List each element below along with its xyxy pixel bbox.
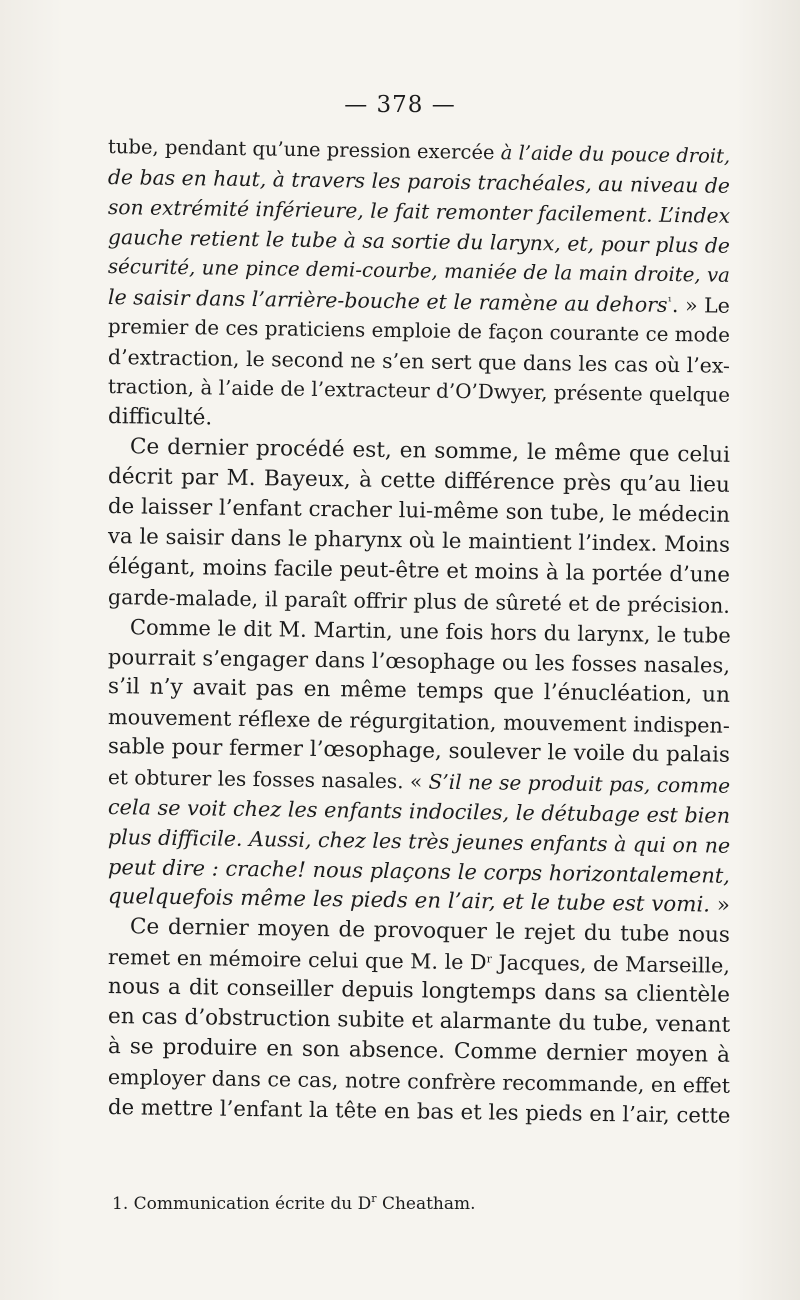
footnote-superscript: r: [371, 1192, 377, 1205]
italic-text: gauche retient le tube à sa sortie du larynx, et, pour plus de: [107, 225, 731, 258]
superscript: r: [486, 952, 492, 966]
italic-text: peut dire : crache! nous plaçons le corps horizontalement,: [107, 855, 731, 888]
roman-text: va le saisir dans le pharynx où le maintient l’index. Moins: [107, 524, 731, 558]
roman-text: pourrait s’engager dans l’œsophage ou les fosses nasales,: [107, 644, 731, 678]
roman-text: remet en mémoire celui que M. le D: [107, 945, 487, 975]
italic-text: à l’aide du pouce droit,: [500, 141, 731, 168]
roman-text: à se produire en son absence. Comme dernier moyen à: [107, 1034, 731, 1068]
roman-text: traction, à l’aide de l’extracteur d’O’Dwyer, présente quelque: [107, 375, 731, 407]
roman-text: nous a dit conseiller depuis longtemps dans sa clientèle: [107, 974, 731, 1008]
roman-text: . » Le: [671, 292, 731, 318]
footnote: [112, 1192, 712, 1216]
roman-text: d’extraction, le second ne s’en sert que dans les cas où l’ex-: [107, 345, 731, 378]
roman-text: Ce dernier procédé est, en somme, le même que celui: [129, 434, 731, 468]
roman-text: de mettre l’enfant la tête en bas et les pieds en l’air, cette: [107, 1094, 731, 1128]
italic-text: sécurité, une pince demi-courbe, maniée de la main droite, va: [107, 255, 731, 287]
footnote-number: 1.: [112, 1194, 129, 1214]
italic-text: le saisir dans l’arrière-bouche et le ramène au dehors: [107, 285, 668, 317]
italic-text: quelquefois même les pieds en l’air, et le tube est vomi.: [107, 884, 711, 918]
roman-text: élégant, moins facile peut-être et moins à la portée d’une: [107, 554, 731, 588]
body-text: [107, 132, 731, 1128]
roman-text: Comme le dit M. Martin, une fois hors du larynx, le tube: [129, 615, 731, 648]
roman-text: employer dans ce cas, notre confrère recommande, en effet: [107, 1065, 731, 1098]
roman-text: difficulté.: [107, 404, 213, 431]
roman-text: s’il n’y avait pas en même temps que l’énucléation, un: [107, 674, 731, 708]
roman-text: sable pour fermer l’œsophage, soulever le voile du palais: [107, 734, 731, 768]
roman-text: premier de ces praticiens emploie de façon courante ce mode: [107, 315, 731, 347]
footnote-text-before: Communication écrite du D: [133, 1194, 372, 1214]
roman-text: en cas d’obstruction subite et alarmante du tube, venant: [107, 1004, 731, 1038]
page-number: — 378 —: [344, 92, 456, 118]
italic-text: de bas en haut, à travers les parois trachéales, au niveau de: [107, 165, 731, 198]
roman-text: de laisser l’enfant cracher lui-même son tube, le médecin: [107, 494, 731, 528]
italic-text: plus difficile. Aussi, chez les très jeunes enfants à qui on ne: [107, 825, 731, 858]
footnote-text-after: Cheatham.: [376, 1194, 476, 1214]
superscript: ¹: [667, 294, 673, 308]
roman-text: Ce dernier moyen de provoquer le rejet du tube nous: [129, 914, 731, 948]
italic-text: S’il ne se produit pas, comme: [428, 769, 731, 798]
italic-text: son extrémité inférieure, le fait remonter facilement. L’index: [107, 195, 731, 228]
italic-text: cela se voit chez les enfants indociles, le détubage est bien: [107, 795, 731, 828]
roman-text: Jacques, de Marseille,: [491, 950, 731, 978]
roman-text: décrit par M. Bayeux, à cette différence près qu’au lieu: [107, 464, 731, 498]
roman-text: garde-malade, il paraît offrir plus de sûreté et de précision.: [107, 585, 731, 618]
roman-text: tube, pendant qu’une pression exercée: [107, 135, 501, 165]
roman-text: mouvement réflexe de régurgitation, mouvement indispen-: [107, 705, 731, 738]
roman-text: et obturer les fosses nasales. «: [107, 765, 429, 794]
roman-text: »: [709, 892, 731, 918]
